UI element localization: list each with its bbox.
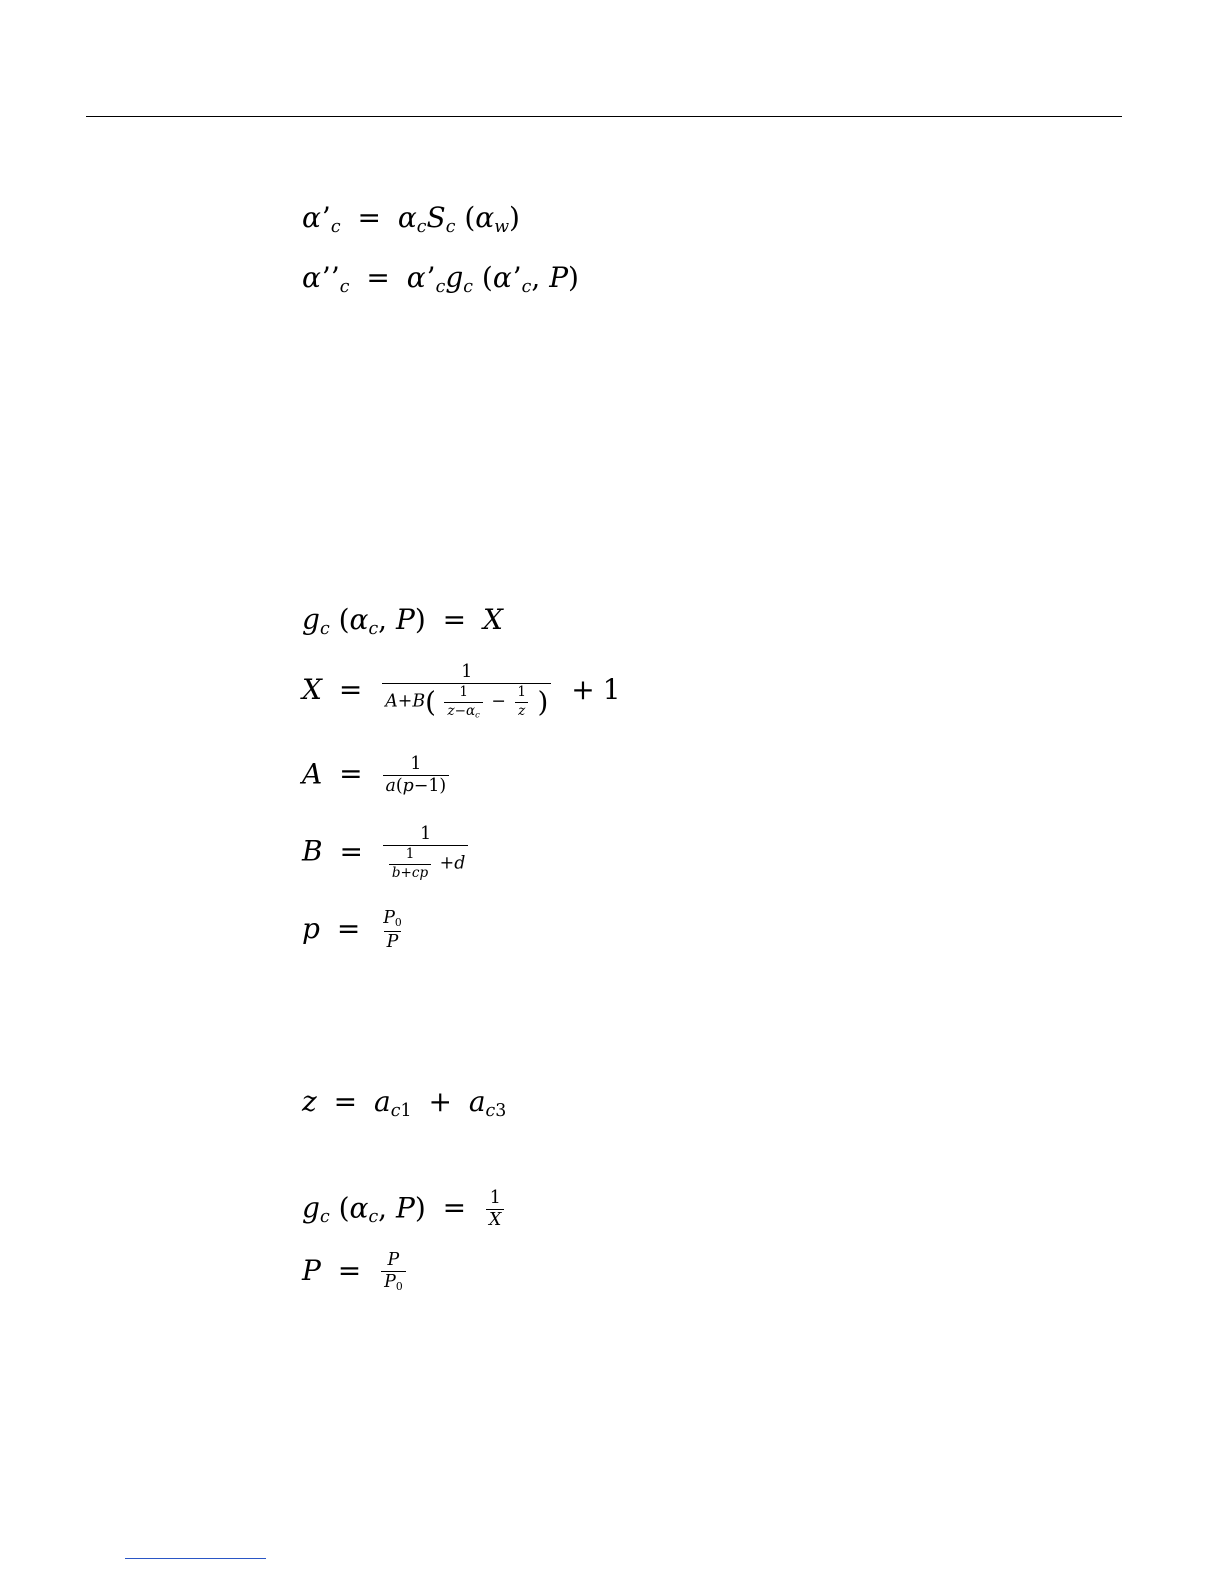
equation-10: P = $\frac{P}{P_0}$ <box>302 1252 409 1293</box>
equation-6: B = 1 $\frac{1}{b+cp}$ +d <box>302 826 471 880</box>
footnote-rule <box>125 1558 266 1559</box>
fraction-gc: $\frac{1}{X}$ <box>486 1190 504 1230</box>
equation-1: $\alpha’_c = \alpha_cS_c$ $(\alpha_w)$ <box>302 201 520 237</box>
equation-5: A = $\frac{1}{a(p-1)}$ <box>302 756 452 796</box>
equation-9: $g_c$ ($\alpha_c$, P) = $\frac{1}{X}$ <box>302 1190 507 1230</box>
fraction-pressure: $\frac{P}{P_0}$ <box>381 1252 406 1293</box>
equation-2: $\alpha’’_c$ = $\alpha’_cg_c$ ($\alpha’_c$, P) <box>302 261 579 297</box>
equation-8: $z = a_{c1} + a_{c3}$ <box>302 1085 507 1121</box>
fraction-a: $\frac{1}{a(p-1)}$ <box>383 756 450 796</box>
fraction-x: 1 A+B( $\frac{1}{z-\alpha_c}$ − $\frac{1}{z}$ ) <box>382 664 551 719</box>
fraction-p: $\frac{P_0}{P}$ <box>383 908 402 952</box>
fraction-b: 1 $\frac{1}{b+cp}$ +d <box>383 826 468 880</box>
equation-7: p = $\frac{P_0}{P}$ <box>302 910 408 951</box>
header-rule <box>86 116 1122 117</box>
equation-3: $g_c$ ($\alpha_c$, P) = X <box>302 603 503 639</box>
equation-4: X = 1 A+B( $\frac{1}{z-\alpha_c}$ − $\frac{1}{z}$ ) + 1 <box>302 662 621 720</box>
